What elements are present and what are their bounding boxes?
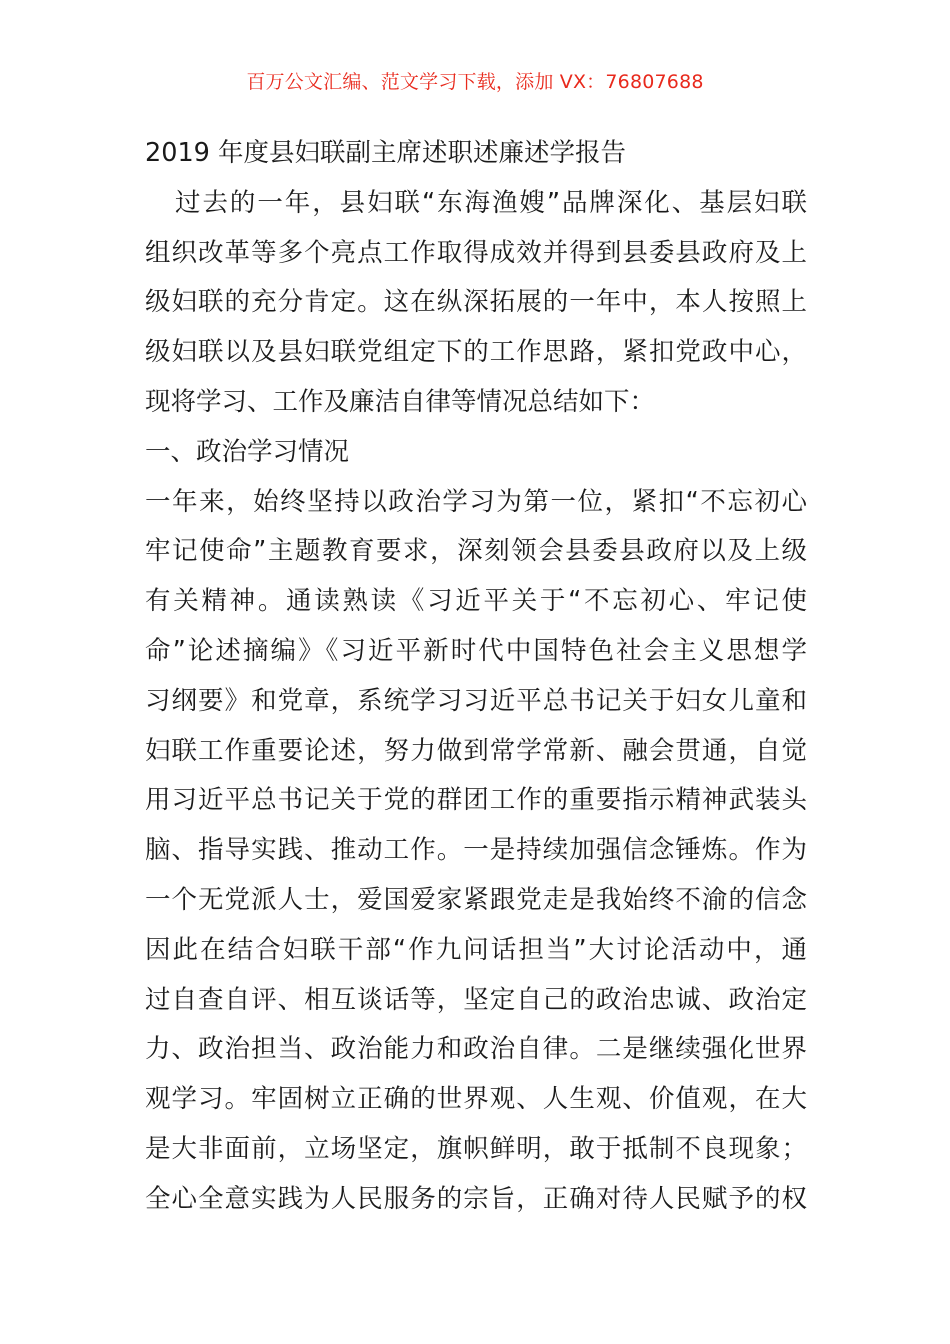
body-line: 全心全意实践为人民服务的宗旨，正确对待人民赋予的权 <box>145 1183 807 1214</box>
body-line: 一年来，始终坚持以政治学习为第一位，紧扣“不忘初心 <box>145 486 807 517</box>
body-line: 观学习。牢固树立正确的世界观、人生观、价值观，在大 <box>145 1084 807 1115</box>
document-title: 2019 年度县妇联副主席述职述廉述学报告 <box>145 138 627 168</box>
body-line: 牢记使命”主题教育要求，深刻领会县委县政府以及上级 <box>145 536 807 567</box>
body-line: 妇联工作重要论述，努力做到常学常新、融会贯通，自觉 <box>145 735 807 766</box>
intro-line: 过去的一年，县妇联“东海渔嫂”品牌深化、基层妇联 <box>175 187 807 218</box>
intro-line: 现将学习、工作及廉洁自律等情况总结如下： <box>145 386 656 417</box>
body-line: 脑、指导实践、推动工作。一是持续加强信念锤炼。作为 <box>145 835 807 866</box>
body-line: 命”论述摘编》《习近平新时代中国特色社会主义思想学 <box>145 635 807 666</box>
body-line: 力、政治担当、政治能力和政治自律。二是继续强化世界 <box>145 1034 807 1065</box>
body-line: 因此在结合妇联干部“作九问话担当”大讨论活动中，通 <box>145 934 807 965</box>
header-download-note: 百万公文汇编、范文学习下载，添加 VX：76807688 <box>246 71 704 93</box>
body-line: 习纲要》和党章，系统学习习近平总书记关于妇女儿童和 <box>145 685 807 716</box>
intro-line: 级妇联的充分肯定。这在纵深拓展的一年中，本人按照上 <box>145 287 807 318</box>
body-line: 有关精神。通读熟读《习近平关于“不忘初心、牢记使 <box>145 586 807 617</box>
body-line: 是大非面前，立场坚定，旗帜鲜明，敢于抵制不良现象； <box>145 1133 807 1164</box>
document-body <box>145 129 807 1225</box>
intro-line: 级妇联以及县妇联党组定下的工作思路，紧扣党政中心， <box>145 337 807 368</box>
body-line: 过自查自评、相互谈话等，坚定自己的政治忠诚、政治定 <box>145 984 807 1015</box>
body-line: 用习近平总书记关于党的群团工作的重要指示精神武装头 <box>145 785 807 816</box>
section-heading: 一、政治学习情况 <box>145 436 350 467</box>
intro-line: 组织改革等多个亮点工作取得成效并得到县委县政府及上 <box>145 237 807 268</box>
body-line: 一个无党派人士，爱国爱家紧跟党走是我始终不渝的信念 <box>145 884 807 915</box>
